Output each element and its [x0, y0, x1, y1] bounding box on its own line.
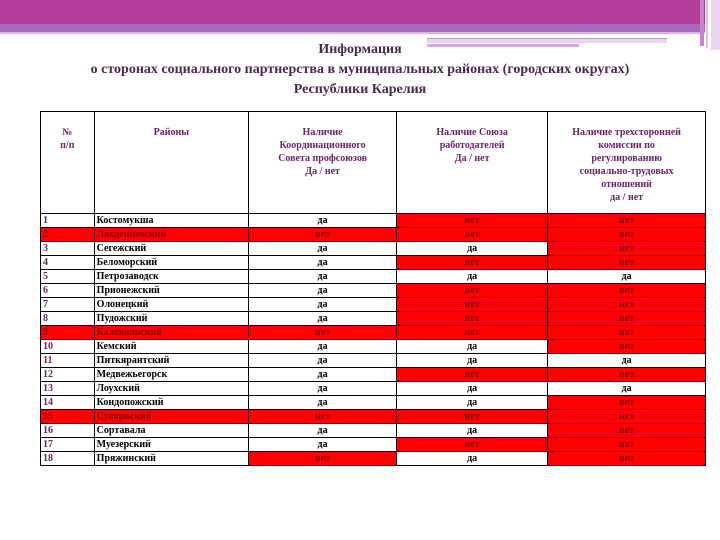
- district-name: Калевальский: [94, 326, 248, 340]
- tripartite-value: нет: [548, 326, 706, 340]
- tripartite-value: нет: [548, 410, 706, 424]
- table-row: [41, 452, 706, 466]
- employers-union-value: нет: [397, 298, 548, 312]
- tripartite-value: нет: [548, 284, 706, 298]
- employers-union-value: нет: [397, 214, 548, 228]
- employers-union-value: нет: [397, 312, 548, 326]
- employers-union-value: нет: [397, 326, 548, 340]
- employers-union-value: нет: [397, 410, 548, 424]
- employers-union-value: нет: [397, 368, 548, 382]
- table-row: [41, 326, 706, 340]
- table-row: [41, 438, 706, 452]
- table-row: [41, 396, 706, 410]
- coord-council-value: да: [249, 354, 397, 368]
- tripartite-value: нет: [548, 298, 706, 312]
- table-row: [41, 410, 706, 424]
- coord-council-value: да: [249, 424, 397, 438]
- title-line-2: о сторонах социального партнерства в муниципальных районах (городских округах): [90, 62, 630, 77]
- slide-title: [0, 40, 720, 100]
- coord-council-value: да: [249, 382, 397, 396]
- row-number: 1: [41, 214, 95, 228]
- row-number: 15: [41, 410, 95, 424]
- district-name: Прионежский: [94, 284, 248, 298]
- row-number: 2: [41, 228, 95, 242]
- table-row: [41, 284, 706, 298]
- coord-council-value: да: [249, 340, 397, 354]
- social-partnership-table: [40, 111, 706, 466]
- district-name: Лахденпохский: [94, 228, 248, 242]
- district-name: Муезерский: [94, 438, 248, 452]
- employers-union-value: да: [397, 424, 548, 438]
- table-header-row: [41, 112, 706, 214]
- row-number: 3: [41, 242, 95, 256]
- coord-council-value: нет: [249, 228, 397, 242]
- coord-council-value: да: [249, 270, 397, 284]
- table-row: [41, 424, 706, 438]
- tripartite-value: нет: [548, 256, 706, 270]
- employers-union-value: да: [397, 452, 548, 466]
- employers-union-value: нет: [397, 228, 548, 242]
- table-row: [41, 298, 706, 312]
- coord-council-value: нет: [249, 452, 397, 466]
- title-line-1: Информация: [318, 42, 402, 57]
- district-name: Олонецкий: [94, 298, 248, 312]
- coord-council-value: нет: [249, 410, 397, 424]
- district-name: Пудожский: [94, 312, 248, 326]
- coord-council-value: да: [249, 368, 397, 382]
- header-tripartite: Наличие трехсторонней комиссии по регулированию социально-трудовых отношений да / нет: [548, 112, 706, 214]
- coord-council-value: да: [249, 438, 397, 452]
- district-name: Костомукша: [94, 214, 248, 228]
- slide-top-line: [0, 32, 705, 34]
- district-name: Суоярвский: [94, 410, 248, 424]
- district-name: Пряжинский: [94, 452, 248, 466]
- row-number: 11: [41, 354, 95, 368]
- employers-union-value: да: [397, 382, 548, 396]
- header-coord-council: Наличие Координационного Совета профсоюзов Да / нет: [249, 112, 397, 214]
- title-line-3: Республики Карелия: [293, 82, 427, 97]
- employers-union-value: да: [397, 354, 548, 368]
- tripartite-value: нет: [548, 438, 706, 452]
- table-row: [41, 242, 706, 256]
- table-row: [41, 270, 706, 284]
- district-name: Сегежский: [94, 242, 248, 256]
- table-row: [41, 228, 706, 242]
- district-name: Сортавала: [94, 424, 248, 438]
- tripartite-value: да: [548, 270, 706, 284]
- tripartite-value: нет: [548, 452, 706, 466]
- tripartite-value: нет: [548, 340, 706, 354]
- district-name: Кемский: [94, 340, 248, 354]
- row-number: 6: [41, 284, 95, 298]
- tripartite-value: да: [548, 354, 706, 368]
- row-number: 7: [41, 298, 95, 312]
- coord-council-value: нет: [249, 326, 397, 340]
- coord-council-value: да: [249, 312, 397, 326]
- slide-top-bar: [0, 0, 705, 24]
- table-row: [41, 340, 706, 354]
- table-row: [41, 214, 706, 228]
- employers-union-value: да: [397, 340, 548, 354]
- row-number: 5: [41, 270, 95, 284]
- tripartite-value: нет: [548, 214, 706, 228]
- row-number: 10: [41, 340, 95, 354]
- slide-top-bar-accent: [0, 24, 705, 32]
- tripartite-value: нет: [548, 396, 706, 410]
- tripartite-value: да: [548, 382, 706, 396]
- row-number: 9: [41, 326, 95, 340]
- employers-union-value: нет: [397, 284, 548, 298]
- table-row: [41, 256, 706, 270]
- header-district: Районы: [94, 112, 248, 214]
- tripartite-value: нет: [548, 424, 706, 438]
- tripartite-value: нет: [548, 228, 706, 242]
- header-employers-union: Наличие Союза работодателей Да / нет: [397, 112, 548, 214]
- row-number: 12: [41, 368, 95, 382]
- row-number: 18: [41, 452, 95, 466]
- row-number: 16: [41, 424, 95, 438]
- table-body: [41, 214, 706, 466]
- row-number: 8: [41, 312, 95, 326]
- table-row: [41, 368, 706, 382]
- row-number: 4: [41, 256, 95, 270]
- coord-council-value: да: [249, 284, 397, 298]
- employers-union-value: нет: [397, 438, 548, 452]
- district-name: Кондопожский: [94, 396, 248, 410]
- table-row: [41, 382, 706, 396]
- tripartite-value: нет: [548, 368, 706, 382]
- district-name: Беломорский: [94, 256, 248, 270]
- tripartite-value: нет: [548, 242, 706, 256]
- employers-union-value: да: [397, 242, 548, 256]
- header-num: № п/п: [41, 112, 95, 214]
- tripartite-value: нет: [548, 312, 706, 326]
- coord-council-value: да: [249, 214, 397, 228]
- coord-council-value: да: [249, 242, 397, 256]
- employers-union-value: да: [397, 396, 548, 410]
- row-number: 17: [41, 438, 95, 452]
- employers-union-value: да: [397, 270, 548, 284]
- district-name: Медвежьегорск: [94, 368, 248, 382]
- row-number: 13: [41, 382, 95, 396]
- row-number: 14: [41, 396, 95, 410]
- table-row: [41, 354, 706, 368]
- coord-council-value: да: [249, 396, 397, 410]
- district-name: Питкярантский: [94, 354, 248, 368]
- table-row: [41, 312, 706, 326]
- district-name: Лоухский: [94, 382, 248, 396]
- coord-council-value: да: [249, 298, 397, 312]
- district-name: Петрозаводск: [94, 270, 248, 284]
- coord-council-value: да: [249, 256, 397, 270]
- employers-union-value: нет: [397, 256, 548, 270]
